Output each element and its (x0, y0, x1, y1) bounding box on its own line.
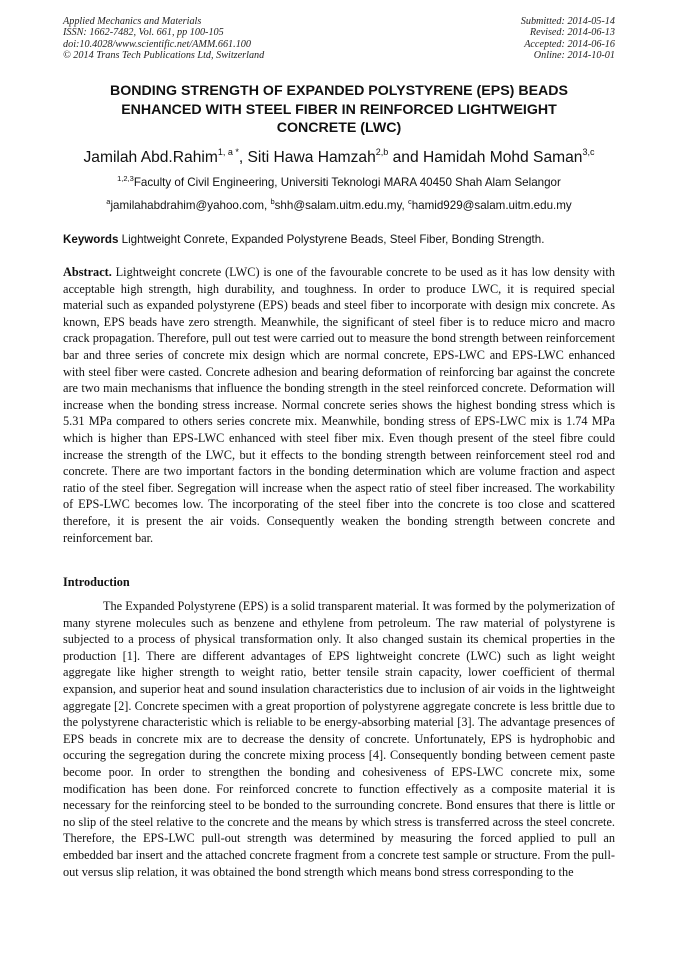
author-separator: and (388, 149, 423, 166)
keywords-label: Keywords (63, 233, 119, 246)
email-a: jamilahabdrahim@yahoo.com, (110, 199, 271, 212)
email-c-marker: c (407, 197, 412, 206)
abstract (63, 264, 615, 546)
author-separator: , (238, 149, 248, 166)
email-a-marker: a (106, 197, 111, 206)
author-emails (40, 198, 638, 214)
author-3-marker: 3,c (582, 147, 595, 157)
author-list (40, 148, 638, 168)
revised-date: Revised: 2014-06-13 (529, 27, 615, 39)
email-b-marker: b (270, 197, 275, 206)
author-2-marker: 2,b (375, 147, 389, 157)
keywords (63, 232, 615, 248)
title-line-3: CONCRETE (LWC) (276, 120, 402, 137)
affiliation (40, 175, 638, 191)
publication-dates (521, 16, 615, 62)
journal-info (63, 16, 264, 62)
accepted-date: Accepted: 2014-06-16 (524, 38, 615, 50)
journal-doi: doi:10.4028/www.scientific.net/AMM.661.100 (63, 38, 251, 50)
affiliation-text: Faculty of Civil Engineering, Universiti Teknologi MARA 40450 Shah Alam Selangor (133, 176, 561, 189)
author-1-marker: 1, a * (217, 147, 239, 157)
journal-issn: ISSN: 1662-7482, Vol. 661, pp 100-105 (63, 27, 224, 39)
submitted-date: Submitted: 2014-05-14 (520, 16, 615, 27)
title-line-2: ENHANCED WITH STEEL FIBER IN REINFORCED LIGHTWEIGHT (121, 101, 557, 118)
introduction-heading: Introduction (63, 575, 130, 589)
email-b: shh@salam.uitm.edu.my, (274, 199, 408, 212)
author-2-name: Siti Hawa Hamzah (247, 149, 376, 166)
journal-copyright: © 2014 Trans Tech Publications Ltd, Switzerland (63, 50, 265, 62)
affiliation-marker: 1,2,3 (117, 174, 134, 183)
abstract-text: Lightweight concrete (LWC) is one of the favourable concrete to be used as it has low density with acceptable high strength, high durability, and toughness. In order to produce LWC, it is required special material such as expanded polystyrene (EPS) beads and steel fiber to incorporate with design mix concrete. As known, EPS beads have zero strength. Meanwhile, the significant of steel fiber is to reduce micro and macro crack propagation. Therefore, pull out test were carried out to measure the bond strength between reinforcement bar and three series of concrete mix design which are normal concrete, EPS-LWC and EPS-LWC enhanced with steel fiber were casted. Concrete adhesion and bearing deformation of reinforcing bar against the concrete are two main mechanisms that influence the bonding strength in the steel reinforced concrete. Deformation will increase when the bonding stress increase. Normal concrete series shows the highest bonding stress which is 5.31 MPa compared to others series concrete mix. Meanwhile, bonding stress of EPS-LWC mix is 1.74 MPa which is higher than EPS-LWC enhanced with steel fiber mix. Even though present of the steel fibre could increase the strength of the LWC, but it effects to the bonding strength between reinforcement steel rod and concrete. There are two important factors in the bonding determination which are volume fraction and aspect ratio of the steel fiber. Segregation will increase when the aspect ratio of steel fiber increased. The workability of EPS-LWC becomes low. The incorporating of the steel fiber into the concrete is too close and scattered therefore, it is present the air voids. Consequently weaken the bonding strength between concrete and reinforcement bar. (63, 265, 615, 545)
paper-title (60, 82, 618, 138)
email-c: hamid929@salam.uitm.edu.my (411, 199, 572, 212)
journal-name: Applied Mechanics and Materials (63, 16, 202, 27)
author-3-name: Hamidah Mohd Saman (422, 149, 583, 166)
abstract-label: Abstract. (63, 265, 112, 279)
introduction-paragraph: The Expanded Polystyrene (EPS) is a solid transparent material. It was formed by the polymerization of many styrene molecules such as benzene and ethylene from petroleum. The raw material of polystyrene is subjected to a process of physical transformation only. It also changed sustain its chemical properties in the production [1]. There are different advantages of EPS lightweight concrete (LWC) such as light weight aggregate like higher strength to weight ratio, better tensile strain capacity, lower coefficient of thermal expansion, and superior heat and sound insulation characteristics due to inclusion of air voids in the lightweight aggregate [2]. Concrete specimen with a great proportion of polystyrene aggregate concrete is less brittle due to the polystyrene characteristic which is reliable to be energy-absorbing material [3]. The advantage presences of EPS beads in concrete mix are to decrease the density of concrete. Unfortunately, EPS is hydrophobic and occuring the segregation during the concrete mixing process [4]. Consequently bonding between cement paste become poor. In order to strengthen the bonding and cohesiveness of EPS-LWC concrete mix, some modification has been done. For reinforced concrete to function effectively as a composite material it is necessary for the reinforcing steel to be bonded to the surrounding concrete. Bond ensures that there is little or no slip of the steel relative to the concrete and the means by which stress is transferred across the steel concrete. Therefore, the EPS-LWC pull-out strength was determined by measuring the forced applied to pull an embedded bar insert and the attached concrete fragment from a concrete test sample or structure. From the pull-out versus slip relation, it was obtained the bond strength which means bond stress corresponding to the (63, 599, 615, 879)
title-line-1: BONDING STRENGTH OF EXPANDED POLYSTYRENE (EPS) BEADS (110, 83, 568, 99)
online-date: Online: 2014-10-01 (533, 50, 615, 62)
keywords-text: Lightweight Conrete, Expanded Polystyrene Beads, Steel Fiber, Bonding Strength. (118, 233, 545, 246)
author-1-name: Jamilah Abd.Rahim (83, 149, 218, 166)
